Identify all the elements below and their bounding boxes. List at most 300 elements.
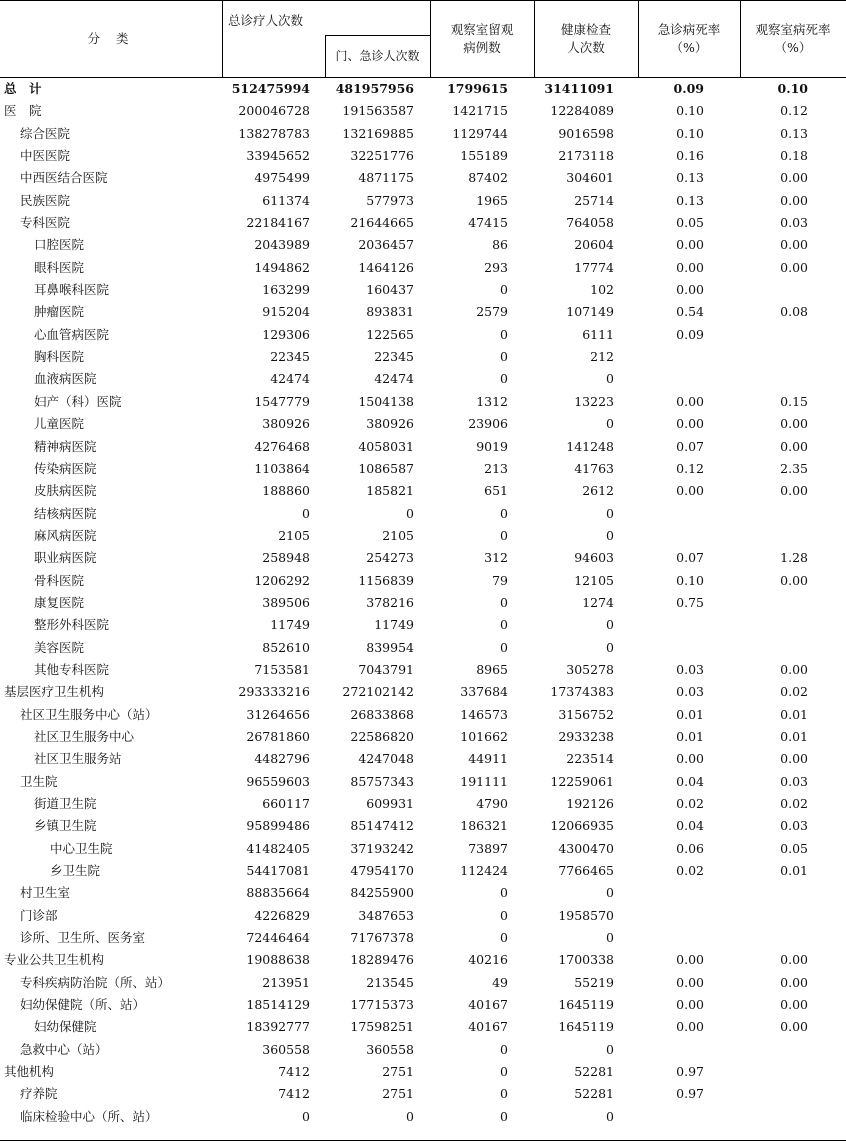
cell-observation-mortality: 0.00 — [780, 192, 808, 208]
table-row — [0, 458, 846, 480]
cell-observation: 49 — [492, 974, 508, 990]
cell-outpatient-emergency: 272102142 — [342, 684, 414, 700]
cell-total-visits: 188860 — [262, 483, 310, 499]
table-row — [0, 145, 846, 167]
cell-total-visits: 54417081 — [246, 863, 310, 879]
cell-total-visits: 512475994 — [231, 81, 310, 96]
cell-outpatient-emergency: 893831 — [366, 304, 414, 320]
cell-health-check: 20604 — [574, 237, 614, 253]
cell-outpatient-emergency: 1464126 — [358, 259, 414, 275]
cell-observation-mortality: 0.00 — [780, 237, 808, 253]
cell-outpatient-emergency: 42474 — [374, 371, 414, 387]
cell-health-check: 1700338 — [558, 952, 614, 968]
cell-health-check: 12284089 — [550, 103, 614, 119]
row-category-name: 专科医院 — [20, 215, 71, 231]
row-category-name: 麻风病医院 — [34, 527, 97, 543]
cell-outpatient-emergency: 84255900 — [350, 885, 414, 901]
row-category-name: 妇幼保健院 — [34, 1019, 97, 1035]
cell-health-check: 2173118 — [558, 148, 614, 164]
cell-observation-mortality: 0.13 — [780, 125, 808, 141]
cell-total-visits: 138278783 — [238, 125, 310, 141]
cell-health-check: 141248 — [566, 438, 614, 454]
cell-outpatient-emergency: 2751 — [382, 1064, 414, 1080]
cell-observation: 73897 — [468, 840, 508, 856]
cell-total-visits: 7412 — [278, 1086, 310, 1102]
cell-total-visits: 88835664 — [246, 885, 310, 901]
cell-observation: 0 — [500, 326, 508, 342]
table-row — [0, 860, 846, 882]
row-category-name: 中西医结合医院 — [20, 170, 108, 186]
cell-health-check: 17374383 — [550, 684, 614, 700]
cell-emergency-mortality: 0.00 — [676, 237, 704, 253]
cell-total-visits: 33945652 — [246, 148, 310, 164]
row-category-name: 民族医院 — [20, 192, 71, 208]
cell-observation-mortality: 1.28 — [780, 550, 808, 566]
row-category-name: 皮肤病医院 — [34, 483, 97, 499]
row-category-name: 总 计 — [4, 81, 42, 96]
row-category-name: 社区卫生服务中心 — [34, 728, 135, 744]
cell-emergency-mortality: 0.04 — [676, 773, 704, 789]
cell-outpatient-emergency: 185821 — [366, 483, 414, 499]
row-category-name: 医 院 — [4, 103, 42, 119]
cell-total-visits: 2105 — [278, 527, 310, 543]
row-category-name: 职业病医院 — [34, 550, 97, 566]
cell-outpatient-emergency: 132169885 — [342, 125, 414, 141]
table-row — [0, 994, 846, 1016]
row-category-name: 心血管病医院 — [34, 326, 110, 342]
cell-observation: 1965 — [476, 192, 508, 208]
header-outpatient-emergency: 门、急诊人次数 — [335, 49, 420, 64]
table-row — [0, 368, 846, 390]
cell-observation-mortality: 0.00 — [780, 751, 808, 767]
table-row — [0, 1083, 846, 1105]
table-row — [0, 100, 846, 122]
cell-observation: 0 — [500, 349, 508, 365]
cell-observation: 2579 — [476, 304, 508, 320]
table-row — [0, 480, 846, 502]
cell-observation: 1129744 — [452, 125, 508, 141]
cell-health-check: 55219 — [574, 974, 614, 990]
table-header — [0, 0, 846, 78]
cell-observation: 86 — [492, 237, 508, 253]
table-row — [0, 391, 846, 413]
cell-observation-mortality: 2.35 — [780, 460, 808, 476]
cell-outpatient-emergency: 839954 — [366, 639, 414, 655]
cell-outpatient-emergency: 37193242 — [350, 840, 414, 856]
cell-observation-mortality: 0.01 — [780, 863, 808, 879]
cell-total-visits: 0 — [302, 505, 310, 521]
header-health-check: 健康检查人次数 — [560, 21, 611, 55]
cell-observation: 0 — [500, 505, 508, 521]
cell-health-check: 4300470 — [558, 840, 614, 856]
cell-health-check: 0 — [606, 527, 614, 543]
table-row — [0, 659, 846, 681]
cell-outpatient-emergency: 22345 — [374, 349, 414, 365]
row-category-name: 结核病医院 — [34, 505, 97, 521]
cell-observation: 101662 — [460, 728, 508, 744]
cell-total-visits: 380926 — [262, 416, 310, 432]
header-category: 分 类 — [87, 30, 135, 46]
table-row — [0, 882, 846, 904]
cell-outpatient-emergency: 26833868 — [350, 706, 414, 722]
cell-total-visits: 1494862 — [254, 259, 310, 275]
cell-health-check: 0 — [606, 505, 614, 521]
cell-outpatient-emergency: 71767378 — [350, 930, 414, 946]
cell-observation: 0 — [500, 907, 508, 923]
row-category-name: 传染病医院 — [34, 460, 97, 476]
table-row — [0, 167, 846, 189]
row-category-name: 妇幼保健院（所、站） — [20, 997, 146, 1013]
cell-outpatient-emergency: 3487653 — [358, 907, 414, 923]
cell-health-check: 304601 — [566, 170, 614, 186]
table-row — [0, 972, 846, 994]
cell-observation: 4790 — [476, 796, 508, 811]
row-category-name: 血液病医院 — [34, 371, 97, 387]
table-row — [0, 614, 846, 636]
cell-health-check: 41763 — [574, 460, 614, 476]
cell-emergency-mortality: 0.07 — [676, 550, 704, 566]
cell-observation: 0 — [500, 371, 508, 387]
cell-total-visits: 7412 — [278, 1064, 310, 1080]
cell-health-check: 0 — [606, 930, 614, 946]
table-row — [0, 525, 846, 547]
cell-emergency-mortality: 0.16 — [676, 148, 704, 164]
cell-total-visits: 0 — [302, 1108, 310, 1124]
cell-total-visits: 41482405 — [246, 840, 310, 856]
cell-emergency-mortality: 0.00 — [676, 1019, 704, 1035]
cell-observation: 79 — [492, 572, 508, 588]
cell-total-visits: 4226829 — [254, 907, 310, 923]
cell-outpatient-emergency: 481957956 — [335, 81, 414, 96]
cell-observation-mortality: 0.00 — [780, 572, 808, 588]
cell-emergency-mortality: 0.13 — [676, 170, 704, 186]
cell-observation: 0 — [500, 527, 508, 543]
cell-emergency-mortality: 0.00 — [676, 483, 704, 499]
cell-total-visits: 42474 — [270, 371, 310, 387]
cell-outpatient-emergency: 609931 — [366, 796, 414, 811]
cell-outpatient-emergency: 1156839 — [358, 572, 414, 588]
cell-total-visits: 213951 — [262, 974, 310, 990]
cell-emergency-mortality: 0.97 — [676, 1086, 704, 1102]
cell-observation-mortality: 0.15 — [780, 393, 808, 409]
cell-outpatient-emergency: 2751 — [382, 1086, 414, 1102]
row-category-name: 社区卫生服务中心（站） — [20, 706, 158, 722]
cell-outpatient-emergency: 4871175 — [358, 170, 414, 186]
cell-observation: 1312 — [476, 393, 508, 409]
cell-emergency-mortality: 0.02 — [676, 796, 704, 811]
row-category-name: 村卫生室 — [20, 885, 71, 901]
row-category-name: 其他专科医院 — [34, 661, 110, 677]
cell-outpatient-emergency: 18289476 — [350, 952, 414, 968]
cell-health-check: 12105 — [574, 572, 614, 588]
row-category-name: 中医医院 — [20, 148, 71, 164]
cell-outpatient-emergency: 191563587 — [342, 103, 414, 119]
row-category-name: 眼科医院 — [34, 259, 85, 275]
cell-emergency-mortality: 0.03 — [676, 684, 704, 700]
table-row — [0, 793, 846, 815]
cell-outpatient-emergency: 380926 — [366, 416, 414, 432]
cell-observation: 40167 — [468, 1019, 508, 1035]
cell-health-check: 94603 — [574, 550, 614, 566]
cell-total-visits: 22184167 — [246, 215, 310, 231]
cell-total-visits: 293333216 — [238, 684, 310, 700]
cell-observation-mortality: 0.03 — [780, 773, 808, 789]
cell-observation: 0 — [500, 594, 508, 610]
cell-outpatient-emergency: 85757343 — [350, 773, 414, 789]
cell-health-check: 1274 — [582, 594, 614, 610]
cell-total-visits: 11749 — [270, 617, 310, 633]
cell-outpatient-emergency: 360558 — [366, 1041, 414, 1057]
cell-health-check: 13223 — [574, 393, 614, 409]
row-category-name: 卫生院 — [20, 773, 58, 789]
cell-observation-mortality: 0.00 — [780, 416, 808, 432]
table-row — [0, 927, 846, 949]
cell-observation: 0 — [500, 930, 508, 946]
cell-total-visits: 18514129 — [246, 997, 310, 1013]
cell-emergency-mortality: 0.10 — [676, 103, 704, 119]
cell-total-visits: 660117 — [262, 796, 310, 811]
table-row — [0, 324, 846, 346]
cell-observation-mortality: 0.08 — [780, 304, 808, 320]
cell-total-visits: 72446464 — [246, 930, 310, 946]
cell-observation: 186321 — [460, 818, 508, 834]
cell-emergency-mortality: 0.01 — [676, 728, 704, 744]
cell-total-visits: 915204 — [262, 304, 310, 320]
cell-observation: 112424 — [460, 863, 508, 879]
table-row — [0, 815, 846, 837]
row-category-name: 乡卫生院 — [50, 863, 101, 879]
cell-total-visits: 1103864 — [254, 460, 310, 476]
cell-outpatient-emergency: 254273 — [366, 550, 414, 566]
cell-health-check: 7766465 — [558, 863, 614, 879]
cell-observation: 0 — [500, 885, 508, 901]
cell-observation-mortality: 0.00 — [780, 1019, 808, 1035]
row-category-name: 其他机构 — [4, 1064, 55, 1080]
row-category-name: 康复医院 — [34, 594, 85, 610]
row-category-name: 综合医院 — [20, 125, 71, 141]
table-row — [0, 190, 846, 212]
cell-emergency-mortality: 0.00 — [676, 751, 704, 767]
cell-outpatient-emergency: 4247048 — [358, 751, 414, 767]
cell-emergency-mortality: 0.09 — [676, 326, 704, 342]
cell-outpatient-emergency: 17715373 — [350, 997, 414, 1013]
cell-observation: 8965 — [476, 661, 508, 677]
cell-observation: 213 — [484, 460, 508, 476]
cell-total-visits: 200046728 — [238, 103, 310, 119]
table-row — [0, 726, 846, 748]
table-row — [0, 436, 846, 458]
cell-outpatient-emergency: 0 — [406, 505, 414, 521]
cell-total-visits: 163299 — [262, 282, 310, 298]
cell-observation: 0 — [500, 1041, 508, 1057]
table-row — [0, 346, 846, 368]
cell-observation-mortality: 0.01 — [780, 706, 808, 722]
cell-emergency-mortality: 0.01 — [676, 706, 704, 722]
cell-total-visits: 22345 — [270, 349, 310, 365]
cell-outpatient-emergency: 17598251 — [350, 1019, 414, 1035]
cell-health-check: 0 — [606, 885, 614, 901]
cell-observation-mortality: 0.00 — [780, 438, 808, 454]
cell-outpatient-emergency: 32251776 — [350, 148, 414, 164]
row-category-name: 门诊部 — [20, 907, 58, 923]
cell-emergency-mortality: 0.12 — [676, 460, 704, 476]
cell-total-visits: 7153581 — [254, 661, 310, 677]
table-row — [0, 570, 846, 592]
cell-total-visits: 129306 — [262, 326, 310, 342]
cell-total-visits: 4276468 — [254, 438, 310, 454]
cell-emergency-mortality: 0.06 — [676, 840, 704, 856]
table-row — [0, 704, 846, 726]
cell-health-check: 0 — [606, 639, 614, 655]
cell-total-visits: 611374 — [262, 192, 310, 208]
cell-total-visits: 26781860 — [246, 728, 310, 744]
cell-observation-mortality: 0.05 — [780, 840, 808, 856]
cell-observation: 1421715 — [452, 103, 508, 119]
row-category-name: 临床检验中心（所、站） — [20, 1108, 158, 1124]
cell-observation: 337684 — [460, 684, 508, 700]
table-bottom-rule — [0, 1140, 846, 1141]
cell-outpatient-emergency: 160437 — [366, 282, 414, 298]
table-row — [0, 234, 846, 256]
cell-total-visits: 1547779 — [254, 393, 310, 409]
cell-observation: 47415 — [468, 215, 508, 231]
table-row — [0, 1106, 846, 1128]
cell-observation-mortality: 0.03 — [780, 818, 808, 834]
header-observation-mortality: 观察室病死率（%） — [755, 21, 831, 55]
table-row — [0, 212, 846, 234]
cell-observation-mortality: 0.02 — [780, 796, 808, 811]
cell-emergency-mortality: 0.75 — [676, 594, 704, 610]
cell-health-check: 0 — [606, 371, 614, 387]
table-row — [0, 949, 846, 971]
header-emergency-mortality: 急诊病死率（%） — [657, 21, 721, 55]
cell-health-check: 192126 — [566, 796, 614, 811]
cell-health-check: 0 — [606, 1108, 614, 1124]
row-category-name: 街道卫生院 — [34, 796, 97, 811]
row-category-name: 社区卫生服务站 — [34, 751, 122, 767]
table-row — [0, 279, 846, 301]
row-category-name: 中心卫生院 — [50, 840, 113, 856]
cell-total-visits: 1206292 — [254, 572, 310, 588]
cell-health-check: 1958570 — [558, 907, 614, 923]
table-row — [0, 1016, 846, 1038]
cell-total-visits: 96559603 — [246, 773, 310, 789]
cell-total-visits: 2043989 — [254, 237, 310, 253]
cell-total-visits: 95899486 — [246, 818, 310, 834]
cell-observation: 0 — [500, 617, 508, 633]
cell-outpatient-emergency: 213545 — [366, 974, 414, 990]
cell-emergency-mortality: 0.00 — [676, 416, 704, 432]
cell-observation-mortality: 0.00 — [780, 997, 808, 1013]
table-row — [0, 1061, 846, 1083]
row-category-name: 诊所、卫生所、医务室 — [20, 930, 146, 946]
row-category-name: 基层医疗卫生机构 — [4, 684, 105, 700]
table-row — [0, 905, 846, 927]
cell-observation-mortality: 0.01 — [780, 728, 808, 744]
cell-health-check: 12066935 — [550, 818, 614, 834]
cell-observation: 23906 — [468, 416, 508, 432]
cell-observation: 146573 — [460, 706, 508, 722]
cell-emergency-mortality: 0.03 — [676, 661, 704, 677]
cell-observation-mortality: 0.12 — [780, 103, 808, 119]
cell-observation: 40167 — [468, 997, 508, 1013]
cell-total-visits: 258948 — [262, 550, 310, 566]
cell-health-check: 0 — [606, 617, 614, 633]
cell-outpatient-emergency: 22586820 — [350, 728, 414, 744]
cell-total-visits: 389506 — [262, 594, 310, 610]
cell-health-check: 2933238 — [558, 728, 614, 744]
cell-observation-mortality: 0.10 — [777, 81, 808, 96]
cell-observation: 155189 — [460, 148, 508, 164]
cell-emergency-mortality: 0.04 — [676, 818, 704, 834]
row-category-name: 美容医院 — [34, 639, 85, 655]
cell-health-check: 31411091 — [544, 81, 614, 96]
table-body — [0, 78, 846, 1128]
cell-health-check: 1645119 — [558, 1019, 614, 1035]
table-row — [0, 1039, 846, 1061]
cell-health-check: 52281 — [574, 1064, 614, 1080]
cell-emergency-mortality: 0.05 — [676, 215, 704, 231]
row-category-name: 精神病医院 — [34, 438, 97, 454]
header-observation: 观察室留观病例数 — [450, 21, 514, 55]
cell-health-check: 305278 — [566, 661, 614, 677]
cell-observation: 293 — [484, 259, 508, 275]
cell-health-check: 3156752 — [558, 706, 614, 722]
cell-observation: 0 — [500, 639, 508, 655]
cell-observation: 0 — [500, 282, 508, 298]
cell-observation-mortality: 0.00 — [780, 974, 808, 990]
cell-outpatient-emergency: 1086587 — [358, 460, 414, 476]
cell-health-check: 0 — [606, 416, 614, 432]
cell-observation: 0 — [500, 1086, 508, 1102]
cell-outpatient-emergency: 7043791 — [358, 661, 414, 677]
cell-observation: 0 — [500, 1108, 508, 1124]
cell-outpatient-emergency: 11749 — [374, 617, 414, 633]
row-category-name: 疗养院 — [20, 1086, 58, 1102]
cell-outpatient-emergency: 378216 — [366, 594, 414, 610]
cell-observation-mortality: 0.00 — [780, 661, 808, 677]
cell-emergency-mortality: 0.00 — [676, 393, 704, 409]
cell-total-visits: 18392777 — [246, 1019, 310, 1035]
cell-total-visits: 852610 — [262, 639, 310, 655]
cell-outpatient-emergency: 122565 — [366, 326, 414, 342]
cell-emergency-mortality: 0.00 — [676, 282, 704, 298]
row-category-name: 妇产（科）医院 — [34, 393, 122, 409]
cell-emergency-mortality: 0.07 — [676, 438, 704, 454]
table-row — [0, 592, 846, 614]
cell-health-check: 764058 — [566, 215, 614, 231]
table-row — [0, 547, 846, 569]
cell-emergency-mortality: 0.00 — [676, 997, 704, 1013]
cell-health-check: 107149 — [566, 304, 614, 320]
cell-emergency-mortality: 0.10 — [676, 572, 704, 588]
cell-health-check: 102 — [590, 282, 614, 298]
cell-total-visits: 360558 — [262, 1041, 310, 1057]
cell-observation: 1799615 — [447, 81, 508, 96]
header-total-visits: 总诊疗人次数 — [228, 12, 304, 28]
table-row — [0, 123, 846, 145]
row-category-name: 耳鼻喉科医院 — [34, 282, 110, 298]
cell-health-check: 2612 — [582, 483, 614, 499]
table-row — [0, 257, 846, 279]
cell-outpatient-emergency: 47954170 — [350, 863, 414, 879]
cell-observation-mortality: 0.00 — [780, 952, 808, 968]
cell-observation: 40216 — [468, 952, 508, 968]
cell-observation: 651 — [484, 483, 508, 499]
cell-outpatient-emergency: 1504138 — [358, 393, 414, 409]
cell-observation-mortality: 0.00 — [780, 483, 808, 499]
row-category-name: 急救中心（站） — [20, 1041, 108, 1057]
